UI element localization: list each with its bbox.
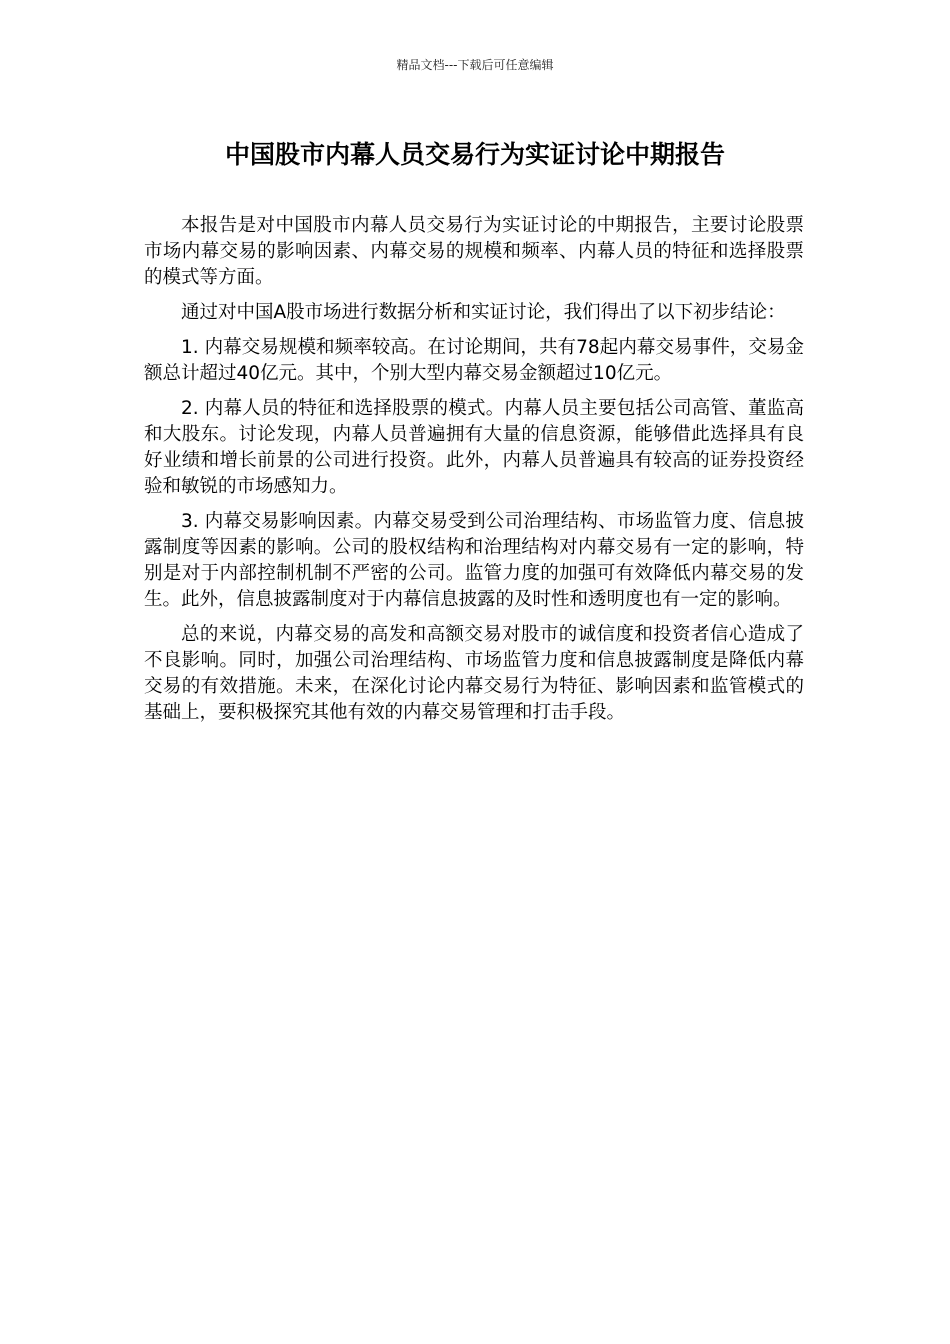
paragraph-intro: 本报告是对中国股市内幕人员交易行为实证讨论的中期报告，主要讨论股票市场内幕交易的影响因素、内幕交易的规模和频率、内幕人员的特征和选择股票的模式等方面。 [144, 215, 804, 288]
paragraph-point-1: 1. 内幕交易规模和频率较高。在讨论期间，共有78起内幕交易事件，交易金额总计超过40亿元。其中，个别大型内幕交易金额超过10亿元。 [144, 337, 804, 384]
paragraph-summary: 总的来说，内幕交易的高发和高额交易对股市的诚信度和投资者信心造成了不良影响。同时，加强公司治理结构、市场监管力度和信息披露制度是降低内幕交易的有效措施。未来，在深化讨论内幕交易行为特征、影响因素和监管模式的基础上，要积极探究其他有效的内幕交易管理和打击手段。 [144, 624, 804, 723]
header-note: 精品文档---下载后可任意编辑 [396, 58, 554, 72]
paragraph-point-2: 2. 内幕人员的特征和选择股票的模式。内幕人员主要包括公司高管、董监高和大股东。讨论发现，内幕人员普遍拥有大量的信息资源，能够借此选择具有良好业绩和增长前景的公司进行投资。此外，内幕人员普遍具有较高的证券投资经验和敏锐的市场感知力。 [144, 398, 804, 497]
document-body [144, 213, 804, 735]
document-title: 中国股市内幕人员交易行为实证讨论中期报告 [224, 140, 725, 169]
paragraph-conclusions-lead: 通过对中国A股市场进行数据分析和实证讨论，我们得出了以下初步结论： [181, 302, 786, 323]
paragraph-point-3: 3. 内幕交易影响因素。内幕交易受到公司治理结构、市场监管力度、信息披露制度等因素的影响。公司的股权结构和治理结构对内幕交易有一定的影响，特别是对于内部控制机制不严密的公司。监管力度的加强可有效降低内幕交易的发生。此外，信息披露制度对于内幕信息披露的及时性和透明度也有一定的影响。 [144, 511, 804, 610]
